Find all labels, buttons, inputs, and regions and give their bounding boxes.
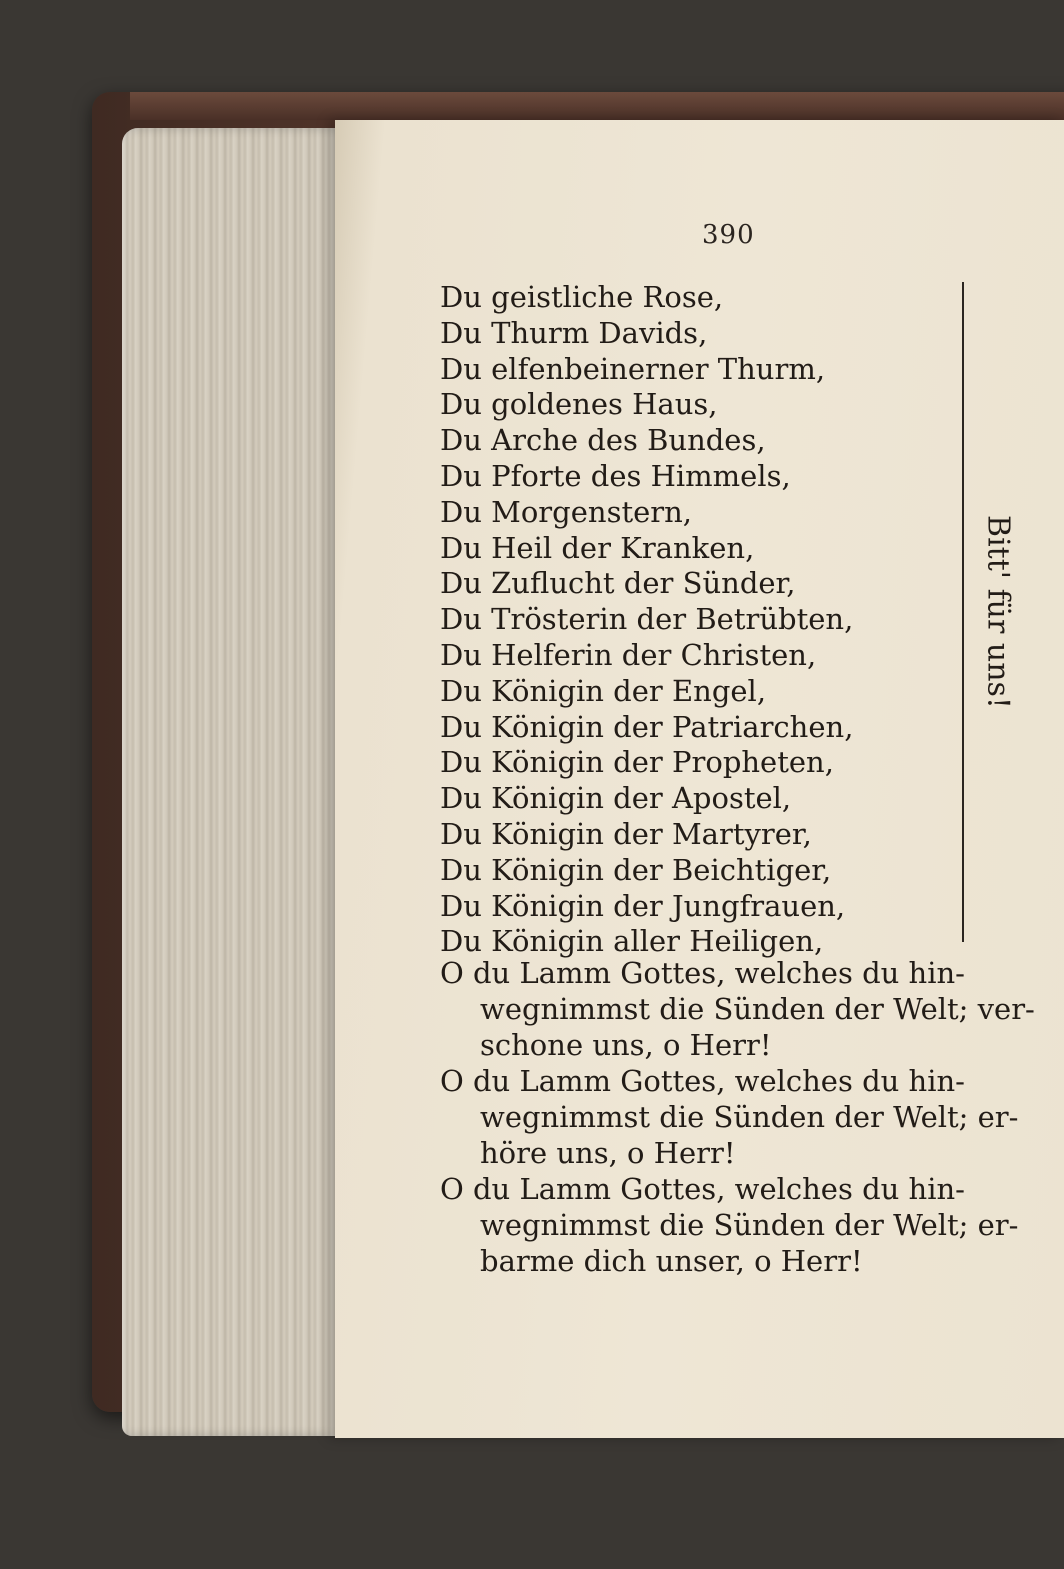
verse-line: barme dich unser, o Herr! [480, 1244, 863, 1278]
verse-line: wegnimmst die Sünden der Welt; er- [480, 1100, 1019, 1134]
agnus-dei-verse [440, 1063, 1020, 1171]
agnus-dei-verse [440, 955, 1035, 1063]
verse-line: O du Lamm Gottes, welches du hin- [440, 956, 965, 990]
invocation-line: Du Pforte des Himmels, [440, 458, 791, 493]
page-stack-edges [122, 128, 362, 1436]
verse-line: schone uns, o Herr! [480, 1028, 772, 1062]
invocation-line: Du Helferin der Christen, [440, 637, 817, 672]
invocation-line: Du Zuflucht der Sünder, [440, 566, 796, 601]
verse-line: höre uns, o Herr! [480, 1136, 736, 1170]
invocation-line: Du Thurm Davids, [440, 315, 708, 350]
invocation-line: Du Königin aller Heiligen, [440, 924, 824, 959]
invocation-line: Du Heil der Kranken, [440, 530, 755, 565]
invocation-line: Du elfenbeinerner Thurm, [440, 351, 826, 386]
litany-invocations [440, 280, 960, 960]
invocation-line: Du goldenes Haus, [440, 387, 718, 422]
response-column [968, 282, 1028, 942]
book-cover-top-edge [130, 92, 1064, 120]
invocation-line: Du Morgenstern, [440, 494, 693, 529]
invocation-line: Du Arche des Bundes, [440, 423, 766, 458]
invocation-line: Du Königin der Martyrer, [440, 816, 812, 851]
verse-line: wegnimmst die Sünden der Welt; er- [480, 1208, 1019, 1242]
verse-line: O du Lamm Gottes, welches du hin- [440, 1172, 965, 1206]
invocation-line: Du geistliche Rose, [440, 280, 724, 314]
invocation-line: Du Königin der Engel, [440, 673, 767, 708]
response-text: Bitt' für uns! [980, 515, 1016, 709]
page-number: 390 [702, 220, 755, 250]
response-bracket-rule [962, 282, 964, 942]
invocation-line: Du Königin der Patriarchen, [440, 709, 854, 744]
invocation-line: Du Königin der Beichtiger, [440, 852, 832, 887]
verse-line: O du Lamm Gottes, welches du hin- [440, 1064, 965, 1098]
invocation-line: Du Königin der Apostel, [440, 781, 792, 816]
agnus-dei-verse [440, 1171, 1020, 1279]
invocation-line: Du Königin der Propheten, [440, 745, 834, 780]
verse-line: wegnimmst die Sünden der Welt; ver- [480, 992, 1035, 1026]
invocation-line: Du Trösterin der Betrübten, [440, 602, 854, 637]
agnus-dei-section [440, 955, 1035, 1279]
invocation-line: Du Königin der Jungfrauen, [440, 888, 846, 923]
